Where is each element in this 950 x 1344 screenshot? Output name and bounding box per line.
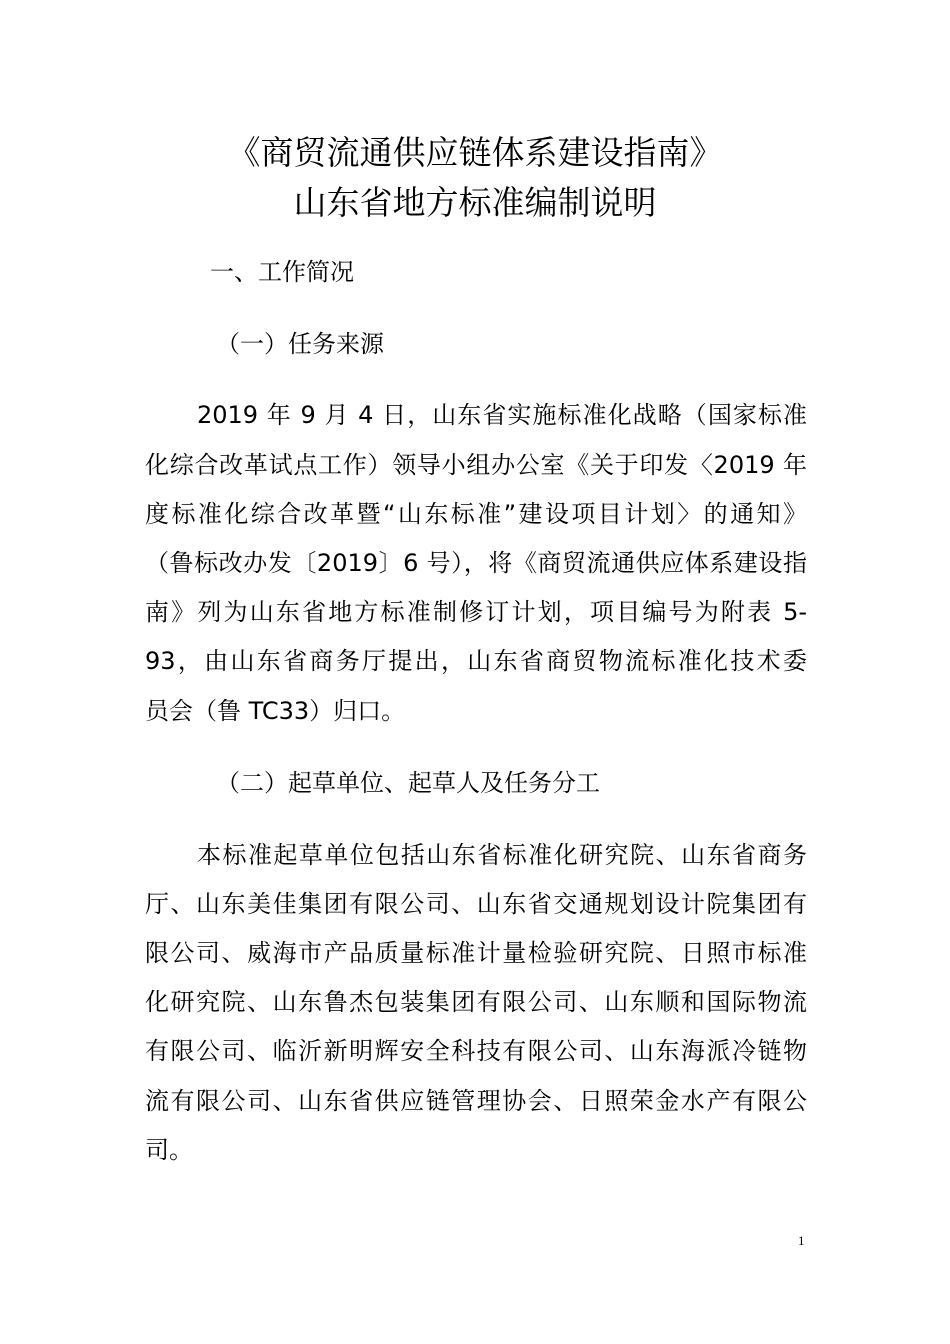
- paragraph-line: 南》列为山东省地方标准制修订计划，项目编号为附表 5-: [145, 598, 807, 626]
- document-title-line-1: 《商贸流通供应链体系建设指南》: [227, 133, 723, 172]
- paragraph-line: 厅、山东美佳集团有限公司、山东省交通规划设计院集团有: [145, 890, 807, 918]
- paragraph-line: 化研究院、山东鲁杰包装集团有限公司、山东顺和国际物流: [145, 988, 807, 1016]
- paragraph-line: 2019 年 9 月 4 日，山东省实施标准化战略（国家标准: [197, 401, 807, 429]
- paragraph-line: 化综合改革试点工作）领导小组办公室《关于印发〈2019 年: [145, 451, 807, 479]
- page-number: 1: [798, 1233, 805, 1248]
- section-heading-work-overview: 一、工作简况: [210, 258, 354, 286]
- subsection-heading-task-source: （一）任务来源: [216, 330, 384, 358]
- paragraph-line: 本标准起草单位包括山东省标准化研究院、山东省商务: [197, 841, 807, 869]
- paragraph-line: 93，由山东省商务厅提出，山东省商贸物流标准化技术委: [145, 647, 807, 675]
- subsection-heading-drafting-units: （二）起草单位、起草人及任务分工: [216, 769, 600, 797]
- document-title-line-2: 山东省地方标准编制说明: [293, 183, 657, 222]
- paragraph-line: 有限公司、临沂新明辉安全科技有限公司、山东海派冷链物: [145, 1037, 807, 1065]
- paragraph-line: 司。: [145, 1136, 193, 1164]
- paragraph-line: 度标准化综合改革暨“山东标准”建设项目计划〉的通知》: [145, 500, 807, 528]
- paragraph-line: 限公司、威海市产品质量标准计量检验研究院、日照市标准: [145, 939, 807, 967]
- paragraph-line: （鲁标改办发〔2019〕6 号），将《商贸流通供应体系建设指: [145, 549, 807, 577]
- paragraph-line: 员会（鲁 TC33）归口。: [145, 697, 406, 725]
- paragraph-line: 流有限公司、山东省供应链管理协会、日照荣金水产有限公: [145, 1087, 807, 1115]
